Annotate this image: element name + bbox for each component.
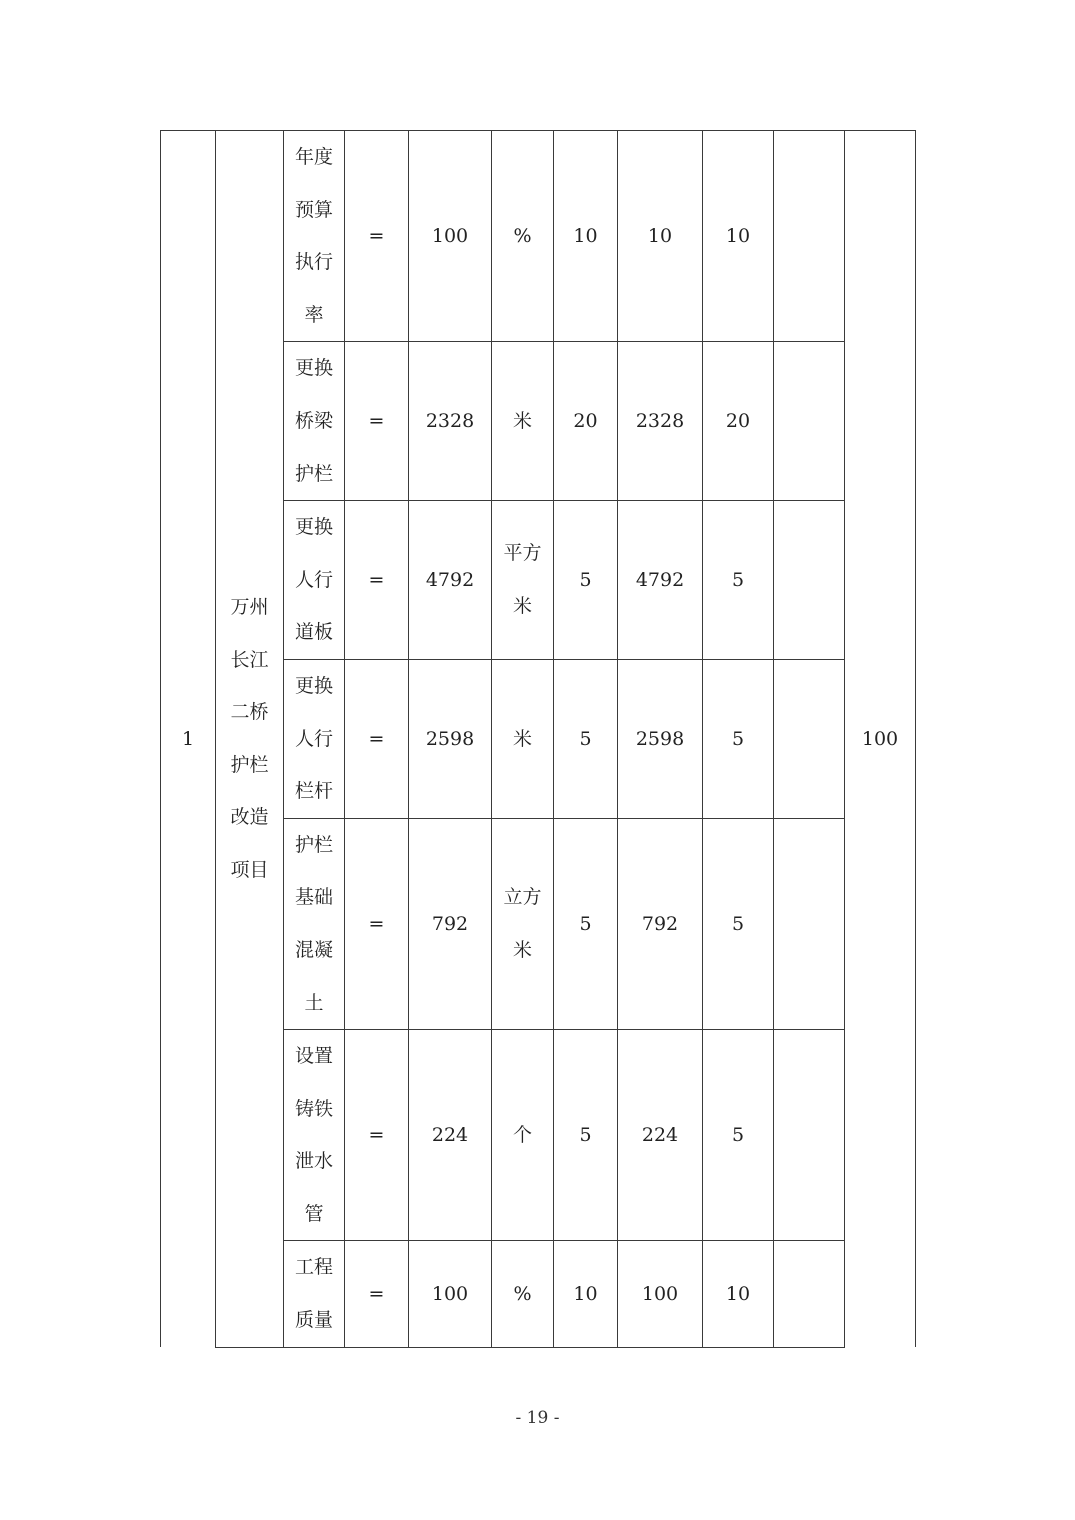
target-value-cell: 224 [409, 1030, 492, 1241]
indicator-cell [284, 1030, 345, 1241]
indicator-cell-line: 人行 [294, 727, 333, 750]
indicator-cell-line: 设置 [294, 1045, 333, 1068]
indicator-cell-line: 铸铁 [294, 1097, 333, 1120]
score-cell: 5 [703, 818, 774, 1029]
weight-cell: 5 [554, 1030, 618, 1241]
unit-cell-line: % [513, 1282, 532, 1305]
page-number: - 19 - [515, 1408, 560, 1428]
weight-cell: 20 [554, 342, 618, 501]
project-name-cell [216, 131, 284, 1348]
indicator-cell-line: 泄水 [294, 1150, 333, 1173]
operator-cell: = [345, 1241, 409, 1347]
indicator-cell-line: 更换 [294, 516, 333, 539]
indicator-cell-line: 执行 [294, 251, 333, 274]
weight-cell: 5 [554, 659, 618, 818]
unit-cell-line: % [513, 224, 532, 247]
unit-cell-line: 米 [512, 938, 532, 961]
indicator-cell-line: 护栏 [294, 833, 333, 856]
indicator-cell-line: 更换 [294, 357, 333, 380]
indicator-cell-line: 工程 [294, 1256, 333, 1279]
score-cell: 5 [703, 659, 774, 818]
note-cell [774, 1030, 845, 1241]
indicator-cell-line: 基础 [294, 886, 333, 909]
actual-value-cell: 2598 [618, 659, 703, 818]
unit-cell [492, 342, 554, 501]
actual-value-cell: 224 [618, 1030, 703, 1241]
indicator-cell-line: 土 [304, 991, 324, 1014]
performance-table [160, 130, 916, 1348]
operator-cell: = [345, 659, 409, 818]
unit-cell [492, 818, 554, 1029]
weight-cell: 10 [554, 131, 618, 342]
score-cell: 5 [703, 501, 774, 660]
indicator-cell-line: 护栏 [294, 462, 333, 485]
unit-cell [492, 501, 554, 660]
weight-cell: 5 [554, 818, 618, 1029]
operator-cell: = [345, 818, 409, 1029]
indicator-cell-line: 混凝 [294, 938, 333, 961]
indicator-cell-line: 预算 [294, 198, 333, 221]
unit-cell [492, 1241, 554, 1347]
note-cell [774, 818, 845, 1029]
score-cell: 10 [703, 131, 774, 342]
indicator-cell [284, 818, 345, 1029]
target-value-cell: 2598 [409, 659, 492, 818]
target-value-cell: 2328 [409, 342, 492, 501]
score-cell: 10 [703, 1241, 774, 1347]
actual-value-cell: 100 [618, 1241, 703, 1347]
unit-cell [492, 131, 554, 342]
score-cell: 20 [703, 342, 774, 501]
table-row [161, 131, 916, 342]
target-value-cell: 100 [409, 131, 492, 342]
target-value-cell: 792 [409, 818, 492, 1029]
target-value-cell: 4792 [409, 501, 492, 660]
target-value-cell: 100 [409, 1241, 492, 1347]
indicator-cell [284, 342, 345, 501]
weight-cell: 10 [554, 1241, 618, 1347]
project-name-cell-line: 项目 [230, 859, 269, 882]
indicator-cell [284, 1241, 345, 1347]
indicator-cell [284, 131, 345, 342]
project-name-cell-line: 长江 [230, 648, 269, 671]
indicator-cell [284, 659, 345, 818]
indicator-cell-line: 更换 [294, 674, 333, 697]
indicator-cell-line: 人行 [294, 568, 333, 591]
indicator-cell-line: 管 [304, 1202, 324, 1225]
note-cell [774, 131, 845, 342]
note-cell [774, 501, 845, 660]
actual-value-cell: 792 [618, 818, 703, 1029]
seq-number-cell: 1 [161, 131, 216, 1348]
operator-cell: = [345, 342, 409, 501]
note-cell [774, 659, 845, 818]
unit-cell-line: 个 [512, 1123, 532, 1146]
project-name-cell-line: 二桥 [230, 701, 269, 724]
project-name-cell-line: 护栏 [230, 753, 269, 776]
unit-cell-line: 立方 [503, 886, 542, 909]
note-cell [774, 342, 845, 501]
indicator-cell-line: 年度 [294, 146, 333, 168]
operator-cell: = [345, 1030, 409, 1241]
actual-value-cell: 4792 [618, 501, 703, 660]
unit-cell-line: 米 [512, 727, 532, 750]
indicator-cell [284, 501, 345, 660]
operator-cell: = [345, 131, 409, 342]
unit-cell [492, 659, 554, 818]
indicator-cell-line: 栏杆 [294, 780, 333, 803]
indicator-cell-line: 桥梁 [294, 409, 333, 432]
unit-cell-line: 米 [512, 409, 532, 432]
total-score-cell: 100 [845, 131, 916, 1348]
operator-cell: = [345, 501, 409, 660]
project-name-cell-line: 万州 [230, 596, 269, 619]
project-name-cell-line: 改造 [230, 806, 269, 829]
indicator-cell-line: 道板 [294, 621, 333, 644]
score-cell: 5 [703, 1030, 774, 1241]
note-cell [774, 1241, 845, 1347]
actual-value-cell: 2328 [618, 342, 703, 501]
actual-value-cell: 10 [618, 131, 703, 342]
indicator-cell-line: 率 [304, 303, 324, 326]
unit-cell-line: 平方 [503, 542, 542, 565]
unit-cell [492, 1030, 554, 1241]
indicator-cell-line: 质量 [294, 1309, 333, 1332]
weight-cell: 5 [554, 501, 618, 660]
unit-cell-line: 米 [512, 595, 532, 618]
